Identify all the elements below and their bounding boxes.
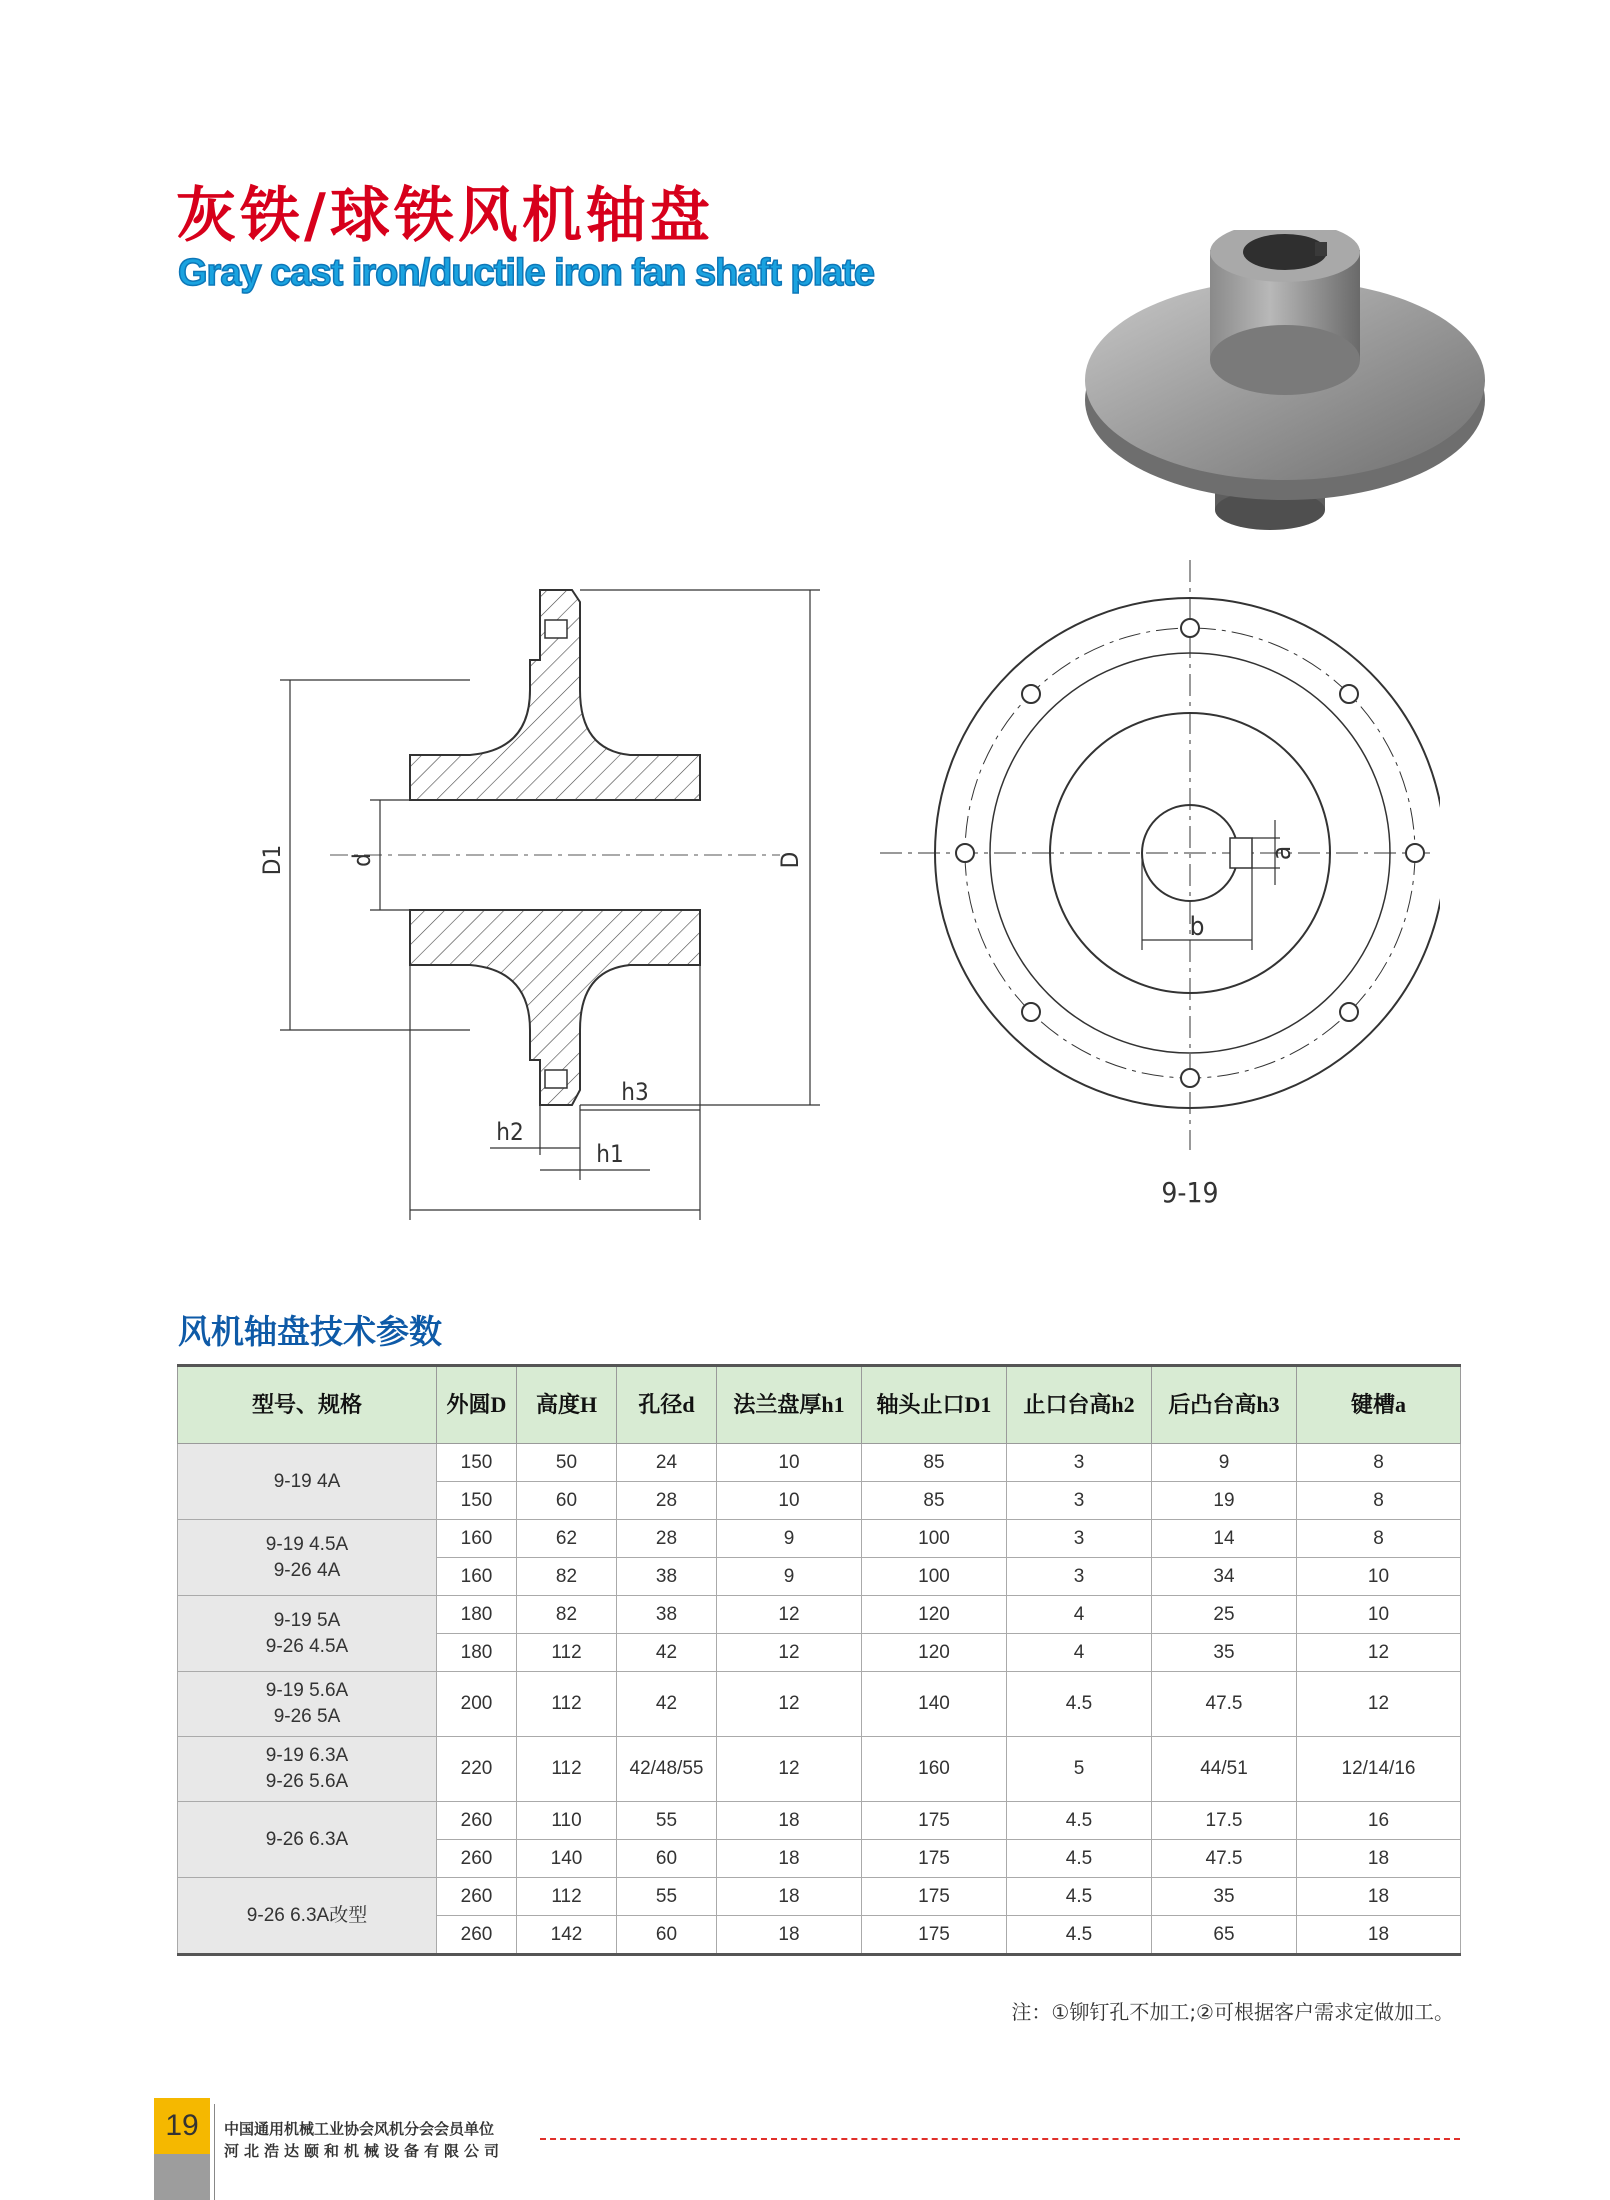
table-cell: 25 bbox=[1152, 1596, 1297, 1634]
table-cell: 110 bbox=[517, 1802, 617, 1840]
table-cell: 18 bbox=[1297, 1878, 1461, 1916]
table-cell: 18 bbox=[717, 1840, 862, 1878]
model-name: 9-26 4A bbox=[273, 1559, 341, 1581]
model-name: 9-19 5A bbox=[273, 1609, 341, 1631]
table-cell: 10 bbox=[1297, 1558, 1461, 1596]
table-cell: 4.5 bbox=[1007, 1916, 1152, 1955]
model-cell bbox=[178, 1737, 437, 1802]
drawing-caption: 9-19 bbox=[1161, 1176, 1219, 1209]
footer-text bbox=[224, 2118, 504, 2162]
table-cell: 112 bbox=[517, 1672, 617, 1737]
table-row bbox=[178, 1672, 1461, 1737]
table-cell: 12 bbox=[717, 1737, 862, 1802]
table-row bbox=[178, 1596, 1461, 1634]
col-header: 孔径d bbox=[617, 1366, 717, 1444]
model-cell bbox=[178, 1520, 437, 1596]
table-cell: 260 bbox=[437, 1878, 517, 1916]
table-row bbox=[178, 1520, 1461, 1558]
table-cell: 150 bbox=[437, 1482, 517, 1520]
front-view-drawing bbox=[870, 550, 1440, 1240]
page-number: 19 bbox=[154, 2098, 210, 2154]
label-D: D bbox=[776, 851, 804, 869]
table-cell: 220 bbox=[437, 1737, 517, 1802]
table-cell: 160 bbox=[862, 1737, 1007, 1802]
table-cell: 42 bbox=[617, 1634, 717, 1672]
table-cell: 44/51 bbox=[1152, 1737, 1297, 1802]
table-cell: 35 bbox=[1152, 1634, 1297, 1672]
table-cell: 18 bbox=[717, 1878, 862, 1916]
table-cell: 28 bbox=[617, 1520, 717, 1558]
table-cell: 17.5 bbox=[1152, 1802, 1297, 1840]
table-cell: 10 bbox=[1297, 1596, 1461, 1634]
table-cell: 12 bbox=[1297, 1634, 1461, 1672]
label-h3: h3 bbox=[621, 1078, 649, 1106]
table-cell: 9 bbox=[717, 1520, 862, 1558]
label-D1: D1 bbox=[258, 844, 286, 876]
table-row bbox=[178, 1878, 1461, 1916]
table-cell: 200 bbox=[437, 1672, 517, 1737]
table-cell: 18 bbox=[1297, 1840, 1461, 1878]
table-cell: 120 bbox=[862, 1596, 1007, 1634]
model-name: 9-26 5.6A bbox=[265, 1771, 349, 1792]
table-cell: 12 bbox=[717, 1596, 862, 1634]
page-subtitle: Gray cast iron/ductile iron fan shaft plate bbox=[178, 252, 875, 294]
table-cell: 10 bbox=[717, 1444, 862, 1482]
label-d: d bbox=[348, 853, 376, 867]
table-cell: 35 bbox=[1152, 1878, 1297, 1916]
label-h2: h2 bbox=[496, 1118, 524, 1146]
table-cell: 82 bbox=[517, 1558, 617, 1596]
page-bar-decoration bbox=[154, 2154, 210, 2200]
model-cell bbox=[178, 1444, 437, 1520]
table-cell: 24 bbox=[617, 1444, 717, 1482]
table-cell: 175 bbox=[862, 1916, 1007, 1955]
footer-line-2: 河北浩达颐和机械设备有限公司 bbox=[224, 2142, 505, 2160]
table-cell: 10 bbox=[717, 1482, 862, 1520]
model-name: 9-26 6.3A改型 bbox=[246, 1904, 368, 1926]
table-cell: 8 bbox=[1297, 1520, 1461, 1558]
table-cell: 18 bbox=[717, 1802, 862, 1840]
table-cell: 160 bbox=[437, 1558, 517, 1596]
table-cell: 60 bbox=[617, 1840, 717, 1878]
footer-line-1: 中国通用机械工业协会风机分会会员单位 bbox=[224, 2120, 495, 2138]
table-cell: 175 bbox=[862, 1802, 1007, 1840]
model-name: 9-19 5.6A bbox=[265, 1680, 349, 1701]
model-cell bbox=[178, 1802, 437, 1878]
col-header: 止口台高h2 bbox=[1007, 1366, 1152, 1444]
table-cell: 85 bbox=[862, 1444, 1007, 1482]
table-cell: 60 bbox=[517, 1482, 617, 1520]
table-cell: 9 bbox=[1152, 1444, 1297, 1482]
product-photo bbox=[1075, 230, 1495, 560]
table-cell: 8 bbox=[1297, 1482, 1461, 1520]
col-header: 高度H bbox=[517, 1366, 617, 1444]
table-cell: 19 bbox=[1152, 1482, 1297, 1520]
model-name: 9-26 5A bbox=[273, 1706, 341, 1727]
table-cell: 47.5 bbox=[1152, 1672, 1297, 1737]
table-cell: 4 bbox=[1007, 1634, 1152, 1672]
side-section-drawing bbox=[250, 570, 840, 1230]
table-cell: 55 bbox=[617, 1802, 717, 1840]
table-cell: 55 bbox=[617, 1878, 717, 1916]
table-cell: 38 bbox=[617, 1596, 717, 1634]
table-cell: 4.5 bbox=[1007, 1672, 1152, 1737]
table-cell: 8 bbox=[1297, 1444, 1461, 1482]
table-cell: 3 bbox=[1007, 1558, 1152, 1596]
label-a: a bbox=[1267, 845, 1297, 861]
table-cell: 100 bbox=[862, 1558, 1007, 1596]
table-cell: 60 bbox=[617, 1916, 717, 1955]
table-header-row bbox=[178, 1366, 1461, 1444]
footer-dashed-rule bbox=[540, 2138, 1460, 2140]
table-cell: 4 bbox=[1007, 1596, 1152, 1634]
table-cell: 9 bbox=[717, 1558, 862, 1596]
table-row bbox=[178, 1444, 1461, 1482]
col-header: 法兰盘厚h1 bbox=[717, 1366, 862, 1444]
col-header: 键槽a bbox=[1297, 1366, 1461, 1444]
table-cell: 85 bbox=[862, 1482, 1007, 1520]
table-cell: 3 bbox=[1007, 1482, 1152, 1520]
table-cell: 112 bbox=[517, 1878, 617, 1916]
col-header: 轴头止口D1 bbox=[862, 1366, 1007, 1444]
model-name: 9-19 4.5A bbox=[265, 1533, 349, 1555]
page-title: 灰铁/球铁风机轴盘 bbox=[176, 181, 714, 251]
specs-section-title: 风机轴盘技术参数 bbox=[178, 1312, 442, 1351]
table-cell: 4.5 bbox=[1007, 1878, 1152, 1916]
table-cell: 260 bbox=[437, 1840, 517, 1878]
table-cell: 65 bbox=[1152, 1916, 1297, 1955]
table-cell: 12 bbox=[717, 1672, 862, 1737]
model-cell bbox=[178, 1672, 437, 1737]
table-cell: 4.5 bbox=[1007, 1802, 1152, 1840]
table-cell: 18 bbox=[1297, 1916, 1461, 1955]
table-cell: 3 bbox=[1007, 1444, 1152, 1482]
col-header: 外圆D bbox=[437, 1366, 517, 1444]
table-cell: 47.5 bbox=[1152, 1840, 1297, 1878]
table-cell: 12 bbox=[717, 1634, 862, 1672]
table-cell: 3 bbox=[1007, 1520, 1152, 1558]
specs-table-body bbox=[178, 1444, 1461, 1955]
model-name: 9-26 4.5A bbox=[265, 1635, 349, 1657]
table-cell: 112 bbox=[517, 1634, 617, 1672]
table-cell: 50 bbox=[517, 1444, 617, 1482]
table-cell: 28 bbox=[617, 1482, 717, 1520]
table-cell: 180 bbox=[437, 1596, 517, 1634]
table-cell: 18 bbox=[717, 1916, 862, 1955]
table-cell: 160 bbox=[437, 1520, 517, 1558]
col-header: 后凸台高h3 bbox=[1152, 1366, 1297, 1444]
table-cell: 180 bbox=[437, 1634, 517, 1672]
table-cell: 260 bbox=[437, 1916, 517, 1955]
table-cell: 34 bbox=[1152, 1558, 1297, 1596]
table-cell: 12/14/16 bbox=[1297, 1737, 1461, 1802]
table-cell: 260 bbox=[437, 1802, 517, 1840]
page-number-block bbox=[154, 2098, 210, 2200]
model-name: 9-19 6.3A bbox=[265, 1745, 349, 1766]
table-cell: 14 bbox=[1152, 1520, 1297, 1558]
label-b: b bbox=[1189, 912, 1205, 942]
table-cell: 140 bbox=[862, 1672, 1007, 1737]
table-cell: 42/48/55 bbox=[617, 1737, 717, 1802]
model-name: 9-26 6.3A bbox=[265, 1828, 349, 1850]
model-name: 9-19 4A bbox=[273, 1470, 341, 1492]
col-header: 型号、规格 bbox=[178, 1366, 437, 1444]
table-cell: 142 bbox=[517, 1916, 617, 1955]
table-cell: 12 bbox=[1297, 1672, 1461, 1737]
specs-table bbox=[177, 1364, 1461, 1956]
table-cell: 120 bbox=[862, 1634, 1007, 1672]
table-cell: 62 bbox=[517, 1520, 617, 1558]
table-cell: 38 bbox=[617, 1558, 717, 1596]
model-cell bbox=[178, 1878, 437, 1955]
label-h1: h1 bbox=[596, 1140, 624, 1168]
footer-divider bbox=[214, 2104, 215, 2200]
table-row bbox=[178, 1737, 1461, 1802]
table-note: 注：①铆钉孔不加工;②可根据客户需求定做加工。 bbox=[1011, 2000, 1454, 2024]
table-cell: 16 bbox=[1297, 1802, 1461, 1840]
model-cell bbox=[178, 1596, 437, 1672]
table-cell: 175 bbox=[862, 1840, 1007, 1878]
table-cell: 175 bbox=[862, 1878, 1007, 1916]
table-cell: 150 bbox=[437, 1444, 517, 1482]
table-cell: 4.5 bbox=[1007, 1840, 1152, 1878]
table-cell: 100 bbox=[862, 1520, 1007, 1558]
table-row bbox=[178, 1802, 1461, 1840]
table-cell: 5 bbox=[1007, 1737, 1152, 1802]
table-cell: 112 bbox=[517, 1737, 617, 1802]
table-cell: 82 bbox=[517, 1596, 617, 1634]
table-cell: 42 bbox=[617, 1672, 717, 1737]
table-cell: 140 bbox=[517, 1840, 617, 1878]
